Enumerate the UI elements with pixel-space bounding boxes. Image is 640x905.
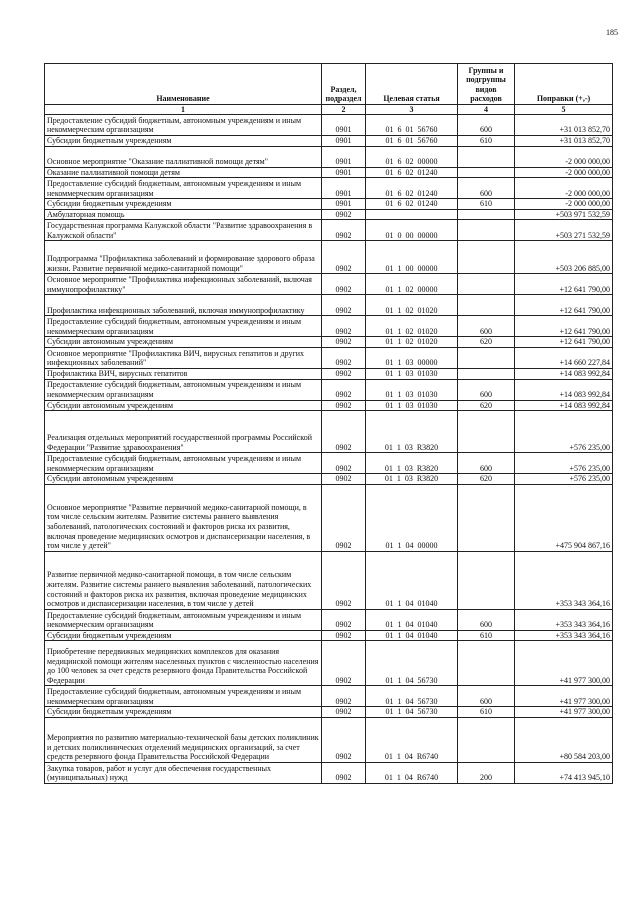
cell-amount: +14 083 992,84 — [515, 400, 613, 411]
header-name: Наименование — [45, 64, 322, 105]
table-row — [45, 474, 613, 485]
cell-amount: +14 660 227,84 — [515, 347, 613, 368]
cell-name: Основное мероприятие "Профилактика ВИЧ, вирусных гепатитов и других инфекционных заболеваний" — [45, 347, 322, 368]
cell-group — [458, 484, 515, 551]
cell-section: 0902 — [322, 241, 366, 274]
cell-amount: +576 235,00 — [515, 474, 613, 485]
cell-name: Оказание паллиативной помощи детям — [45, 167, 322, 178]
cell-amount: +353 343 364,16 — [515, 551, 613, 609]
table-row — [45, 136, 613, 147]
table-row — [45, 167, 613, 178]
cell-name: Субсидии бюджетным учреждениям — [45, 136, 322, 147]
cell-article: 01 1 03 01030 — [366, 368, 458, 379]
cell-section: 0902 — [322, 379, 366, 400]
cell-article: 01 1 02 01020 — [366, 337, 458, 348]
cell-name: Мероприятия по развитию материально-технической базы детских поликлиник и детских поликлинических отделений медицинских организаций, за счет средств резервного фонда Правительства Российской Федерации — [45, 717, 322, 762]
cell-article: 01 6 02 01240 — [366, 167, 458, 178]
cell-name: Профилактика ВИЧ, вирусных гепатитов — [45, 368, 322, 379]
cell-article: 01 1 04 R6740 — [366, 717, 458, 762]
cell-name: Предоставление субсидий бюджетным, автономным учреждениям и иным некоммерческим организациям — [45, 115, 322, 136]
cell-name: Предоставление субсидий бюджетным, автономным учреждениям и иным некоммерческим организациям — [45, 686, 322, 707]
cell-amount: +31 013 852,70 — [515, 115, 613, 136]
table-row — [45, 641, 613, 686]
table-row — [45, 707, 613, 718]
table-row — [45, 241, 613, 274]
table-row — [45, 484, 613, 551]
cell-article: 01 1 04 00000 — [366, 484, 458, 551]
table-row — [45, 400, 613, 411]
cell-name: Субсидии автономным учреждениям — [45, 337, 322, 348]
cell-amount: +576 235,00 — [515, 411, 613, 453]
cell-name: Закупка товаров, работ и услуг для обеспечения государственных (муниципальных) нужд — [45, 762, 322, 783]
cell-group: 610 — [458, 199, 515, 210]
cell-group — [458, 146, 515, 167]
cell-amount: -2 000 000,00 — [515, 146, 613, 167]
column-number: 4 — [458, 105, 515, 115]
table-row — [45, 316, 613, 337]
cell-group — [458, 347, 515, 368]
cell-article: 01 1 03 00000 — [366, 347, 458, 368]
table-row — [45, 609, 613, 630]
budget-amendments-table — [44, 63, 613, 784]
cell-amount: +14 083 992,84 — [515, 379, 613, 400]
cell-article: 01 1 04 01040 — [366, 609, 458, 630]
table-row — [45, 295, 613, 316]
cell-section: 0902 — [322, 551, 366, 609]
cell-group: 600 — [458, 316, 515, 337]
cell-section: 0902 — [322, 484, 366, 551]
cell-section: 0902 — [322, 368, 366, 379]
cell-amount: +475 904 867,16 — [515, 484, 613, 551]
cell-name: Амбулаторная помощь — [45, 209, 322, 220]
cell-amount: +503 271 532,59 — [515, 220, 613, 241]
cell-group — [458, 551, 515, 609]
cell-article: 01 1 03 R3820 — [366, 453, 458, 474]
cell-group — [458, 641, 515, 686]
cell-amount: +14 083 992,84 — [515, 368, 613, 379]
table-row — [45, 347, 613, 368]
table-row — [45, 630, 613, 641]
header-amendments: Поправки (+,-) — [515, 64, 613, 105]
table-row — [45, 274, 613, 295]
cell-name: Субсидии бюджетным учреждениям — [45, 199, 322, 210]
cell-article: 01 1 04 56730 — [366, 707, 458, 718]
cell-amount: +12 641 790,00 — [515, 316, 613, 337]
cell-group — [458, 368, 515, 379]
column-number: 5 — [515, 105, 613, 115]
cell-name: Подпрограмма "Профилактика заболеваний и формирование здорового образа жизни. Развитие первичной медико-санитарной помощи" — [45, 241, 322, 274]
table-row — [45, 368, 613, 379]
cell-amount: -2 000 000,00 — [515, 167, 613, 178]
cell-article: 01 1 04 56730 — [366, 686, 458, 707]
cell-amount: +74 413 945,10 — [515, 762, 613, 783]
cell-group — [458, 209, 515, 220]
cell-amount: +353 343 364,16 — [515, 630, 613, 641]
cell-article: 01 6 02 01240 — [366, 178, 458, 199]
table-row — [45, 453, 613, 474]
cell-name: Предоставление субсидий бюджетным, автономным учреждениям и иным некоммерческим организациям — [45, 178, 322, 199]
cell-group — [458, 274, 515, 295]
cell-name: Развитие первичной медико-санитарной помощи, в том числе сельским жителям. Развитие системы раннего выявления заболеваний, патологических состояний и факторов риска их развития, включая проведение медицинских осмотров и диспансеризации населения, в том числе у детей — [45, 551, 322, 609]
table-row — [45, 551, 613, 609]
cell-amount: +80 584 203,00 — [515, 717, 613, 762]
cell-article: 01 1 03 R3820 — [366, 411, 458, 453]
table-row — [45, 199, 613, 210]
cell-section: 0902 — [322, 453, 366, 474]
cell-article: 01 1 03 R3820 — [366, 474, 458, 485]
cell-section: 0902 — [322, 686, 366, 707]
cell-article: 01 1 03 01030 — [366, 400, 458, 411]
cell-group — [458, 241, 515, 274]
cell-group: 600 — [458, 115, 515, 136]
cell-amount: -2 000 000,00 — [515, 199, 613, 210]
cell-section: 0901 — [322, 136, 366, 147]
cell-article: 01 1 00 00000 — [366, 241, 458, 274]
cell-amount: +12 641 790,00 — [515, 274, 613, 295]
cell-group: 610 — [458, 136, 515, 147]
cell-article: 01 1 02 01020 — [366, 295, 458, 316]
cell-section: 0902 — [322, 400, 366, 411]
cell-group: 620 — [458, 337, 515, 348]
cell-amount: +41 977 300,00 — [515, 641, 613, 686]
cell-name: Субсидии бюджетным учреждениям — [45, 707, 322, 718]
cell-section: 0902 — [322, 316, 366, 337]
cell-name: Субсидии бюджетным учреждениям — [45, 630, 322, 641]
cell-amount: +12 641 790,00 — [515, 295, 613, 316]
table-row — [45, 411, 613, 453]
cell-group: 620 — [458, 400, 515, 411]
table-row — [45, 209, 613, 220]
cell-group — [458, 220, 515, 241]
cell-article: 01 6 02 01240 — [366, 199, 458, 210]
cell-amount: +41 977 300,00 — [515, 707, 613, 718]
table-body — [45, 115, 613, 784]
column-number: 1 — [45, 105, 322, 115]
cell-section: 0902 — [322, 347, 366, 368]
table-row — [45, 717, 613, 762]
table-row — [45, 762, 613, 783]
cell-name: Предоставление субсидий бюджетным, автономным учреждениям и иным некоммерческим организациям — [45, 379, 322, 400]
cell-section: 0902 — [322, 220, 366, 241]
cell-group — [458, 411, 515, 453]
cell-name: Предоставление субсидий бюджетным, автономным учреждениям и иным некоммерческим организациям — [45, 453, 322, 474]
cell-name: Основное мероприятие "Развитие первичной медико-санитарной помощи, в том числе сельским жителям. Развитие системы раннего выявления заболеваний, патологических состояний и факторов риска их развития, включая проведение медицинских осмотров и диспансеризации населения, в том числе у детей" — [45, 484, 322, 551]
cell-section: 0901 — [322, 178, 366, 199]
header-article: Целевая статья — [366, 64, 458, 105]
cell-group: 610 — [458, 707, 515, 718]
cell-section: 0902 — [322, 411, 366, 453]
cell-amount: +503 971 532,59 — [515, 209, 613, 220]
cell-article: 01 0 00 00000 — [366, 220, 458, 241]
cell-amount: +503 206 885,00 — [515, 241, 613, 274]
cell-article: 01 1 02 01020 — [366, 316, 458, 337]
cell-section: 0901 — [322, 115, 366, 136]
column-number-row — [45, 105, 613, 115]
cell-section: 0902 — [322, 762, 366, 783]
cell-article: 01 6 01 56760 — [366, 115, 458, 136]
cell-name: Приобретение передвижных медицинских комплексов для оказания медицинской помощи жителям населенных пунктов с численностью населения до 100 человек за счет средств резервного фонда Правительства Российской Федерации — [45, 641, 322, 686]
cell-name: Субсидии автономным учреждениям — [45, 474, 322, 485]
cell-group — [458, 295, 515, 316]
cell-article: 01 6 02 00000 — [366, 146, 458, 167]
cell-group — [458, 167, 515, 178]
cell-name: Предоставление субсидий бюджетным, автономным учреждениям и иным некоммерческим организациям — [45, 316, 322, 337]
cell-section: 0902 — [322, 630, 366, 641]
cell-name: Основное мероприятие "Оказание паллиативной помощи детям" — [45, 146, 322, 167]
cell-group: 600 — [458, 453, 515, 474]
cell-group: 610 — [458, 630, 515, 641]
cell-article: 01 1 04 01040 — [366, 630, 458, 641]
cell-section: 0902 — [322, 274, 366, 295]
table-row — [45, 146, 613, 167]
cell-section: 0902 — [322, 717, 366, 762]
cell-group: 600 — [458, 686, 515, 707]
cell-group: 600 — [458, 609, 515, 630]
header-row — [45, 64, 613, 105]
cell-amount: +353 343 364,16 — [515, 609, 613, 630]
cell-group: 600 — [458, 178, 515, 199]
cell-amount: +41 977 300,00 — [515, 686, 613, 707]
cell-amount: +12 641 790,00 — [515, 337, 613, 348]
table-row — [45, 220, 613, 241]
table-row — [45, 178, 613, 199]
cell-article: 01 1 03 01030 — [366, 379, 458, 400]
cell-group — [458, 717, 515, 762]
cell-section: 0901 — [322, 146, 366, 167]
table-row — [45, 686, 613, 707]
column-number: 3 — [366, 105, 458, 115]
cell-article: 01 6 01 56760 — [366, 136, 458, 147]
cell-article: 01 1 04 R6740 — [366, 762, 458, 783]
cell-section: 0901 — [322, 199, 366, 210]
cell-group: 620 — [458, 474, 515, 485]
cell-article — [366, 209, 458, 220]
cell-section: 0901 — [322, 167, 366, 178]
cell-amount: +31 013 852,70 — [515, 136, 613, 147]
cell-name: Профилактика инфекционных заболеваний, включая иммунопрофилактику — [45, 295, 322, 316]
cell-amount: +576 235,00 — [515, 453, 613, 474]
cell-section: 0902 — [322, 707, 366, 718]
table-row — [45, 115, 613, 136]
cell-amount: -2 000 000,00 — [515, 178, 613, 199]
cell-section: 0902 — [322, 609, 366, 630]
header-groups: Группы и подгруппы видов расходов — [458, 64, 515, 105]
cell-article: 01 1 02 00000 — [366, 274, 458, 295]
cell-name: Субсидии автономным учреждениям — [45, 400, 322, 411]
page-number: 185 — [606, 28, 618, 37]
cell-name: Реализация отдельных мероприятий государственной программы Российской Федерации "Развитие здравоохранения" — [45, 411, 322, 453]
cell-section: 0902 — [322, 337, 366, 348]
cell-name: Основное мероприятие "Профилактика инфекционных заболеваний, включая иммунопрофилактику" — [45, 274, 322, 295]
column-number: 2 — [322, 105, 366, 115]
cell-article: 01 1 04 56730 — [366, 641, 458, 686]
cell-name: Предоставление субсидий бюджетным, автономным учреждениям и иным некоммерческим организациям — [45, 609, 322, 630]
table-row — [45, 379, 613, 400]
cell-section: 0902 — [322, 209, 366, 220]
cell-section: 0902 — [322, 641, 366, 686]
header-section: Раздел, подраздел — [322, 64, 366, 105]
cell-section: 0902 — [322, 295, 366, 316]
cell-section: 0902 — [322, 474, 366, 485]
cell-name: Государственная программа Калужской области "Развитие здравоохранения в Калужской области" — [45, 220, 322, 241]
cell-article: 01 1 04 01040 — [366, 551, 458, 609]
table-row — [45, 337, 613, 348]
cell-group: 600 — [458, 379, 515, 400]
cell-group: 200 — [458, 762, 515, 783]
